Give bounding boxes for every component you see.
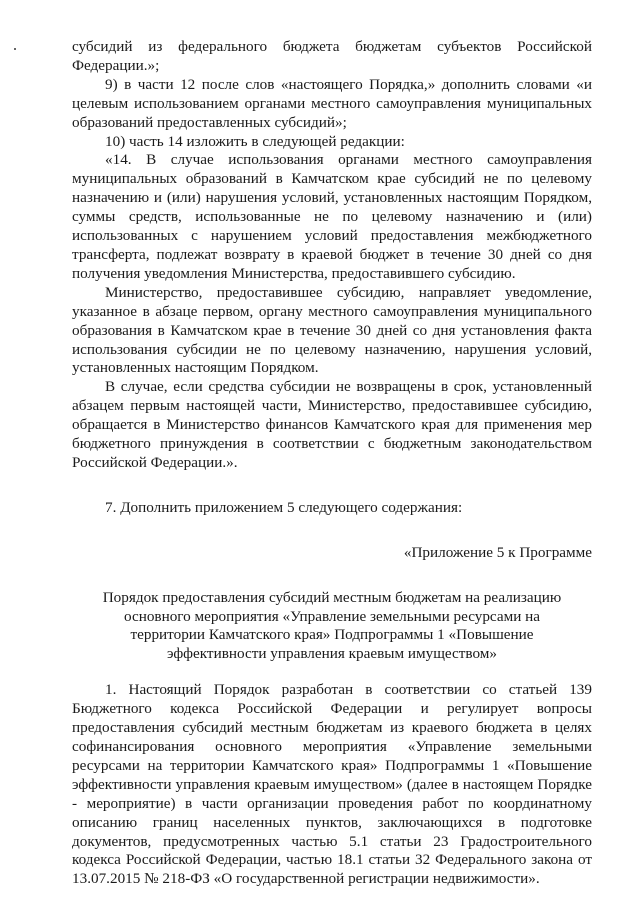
- paragraph-item-7: 7. Дополнить приложением 5 следующего содержания:: [105, 498, 463, 516]
- paragraph-part-14: «14. В случае использования органами местного самоуправления муниципальных образований в Камчатском крае субсидий не по целевому назначению и (или) нарушения условий, установленных настоящим Порядком, суммы средств, использованные не по целевому назначению и (или) использованных с нарушением условий предоставления межбюджетного трансферта, подлежат возврату в краевой бюджет в течение 30 дней со дня получения уведомления Министерства, предоставившего субсидию.: [72, 151, 592, 282]
- paragraph-refund: В случае, если средства субсидии не возвращены в срок, установленный абзацем первым настоящей части, Министерство, предоставившее субсидию, обращается в Министерство финансов Камчатского края для применения мер бюджетного принуждения в соответствии с бюджетным законодательством Российской Федерации.».: [72, 378, 592, 471]
- paragraph-notification: Министерство, предоставившее субсидию, направляет уведомление, указанное в абзаце первом, органу местного самоуправления муниципального образования в Камчатском крае в течение 30 дней со дня установления факта использования субсидии не по целевому назначению, нарушения условий, установленных настоящим Порядком.: [72, 283, 592, 377]
- paragraph-item-9: 9) в части 12 после слов «настоящего Порядка,» дополнить словами «и целевым использованием органами местного самоуправления муниципальных образований предоставленных субсидий»;: [72, 75, 592, 131]
- appendix-title: Порядок предоставления субсидий местным бюджетам на реализацию основного мероприятия «Управление земельными ресурсами на территории Камчатского края» Подпрограммы 1 «Повышение эффективности управления краевым имуществом»: [102, 588, 562, 663]
- paragraph-continuation: субсидий из федерального бюджета бюджетам субъектов Российской Федерации.»;: [72, 38, 592, 74]
- paragraph-item-10: 10) часть 14 изложить в следующей редакции:: [105, 132, 405, 150]
- document-page: [72, 38, 592, 889]
- appendix-label: «Приложение 5 к Программе: [403, 543, 592, 561]
- paragraph-clause-1: 1. Настоящий Порядок разработан в соответствии со статьей 139 Бюджетного кодекса Российской Федерации и регулирует вопросы предоставления субсидий местным бюджетам из краевого бюджета в целях софинансирования основного мероприятия «Управление земельными ресурсами на территории Камчатского края» Подпрограммы 1 «Повышение эффективности управления краевым имуществом» (далее в настоящем Порядке - мероприятие) в части организации проведения работ по координатному описанию границ населенных пунктов, заключающихся в подготовке документов, предусмотренных частью 5.1 статьи 23 Градостроительного кодекса Российской Федерации, частью 18.1 статьи 32 Федерального закона от 13.07.2015 № 218-ФЗ «О государственной регистрации недвижимости».: [72, 681, 592, 888]
- scan-artifact: [14, 48, 16, 50]
